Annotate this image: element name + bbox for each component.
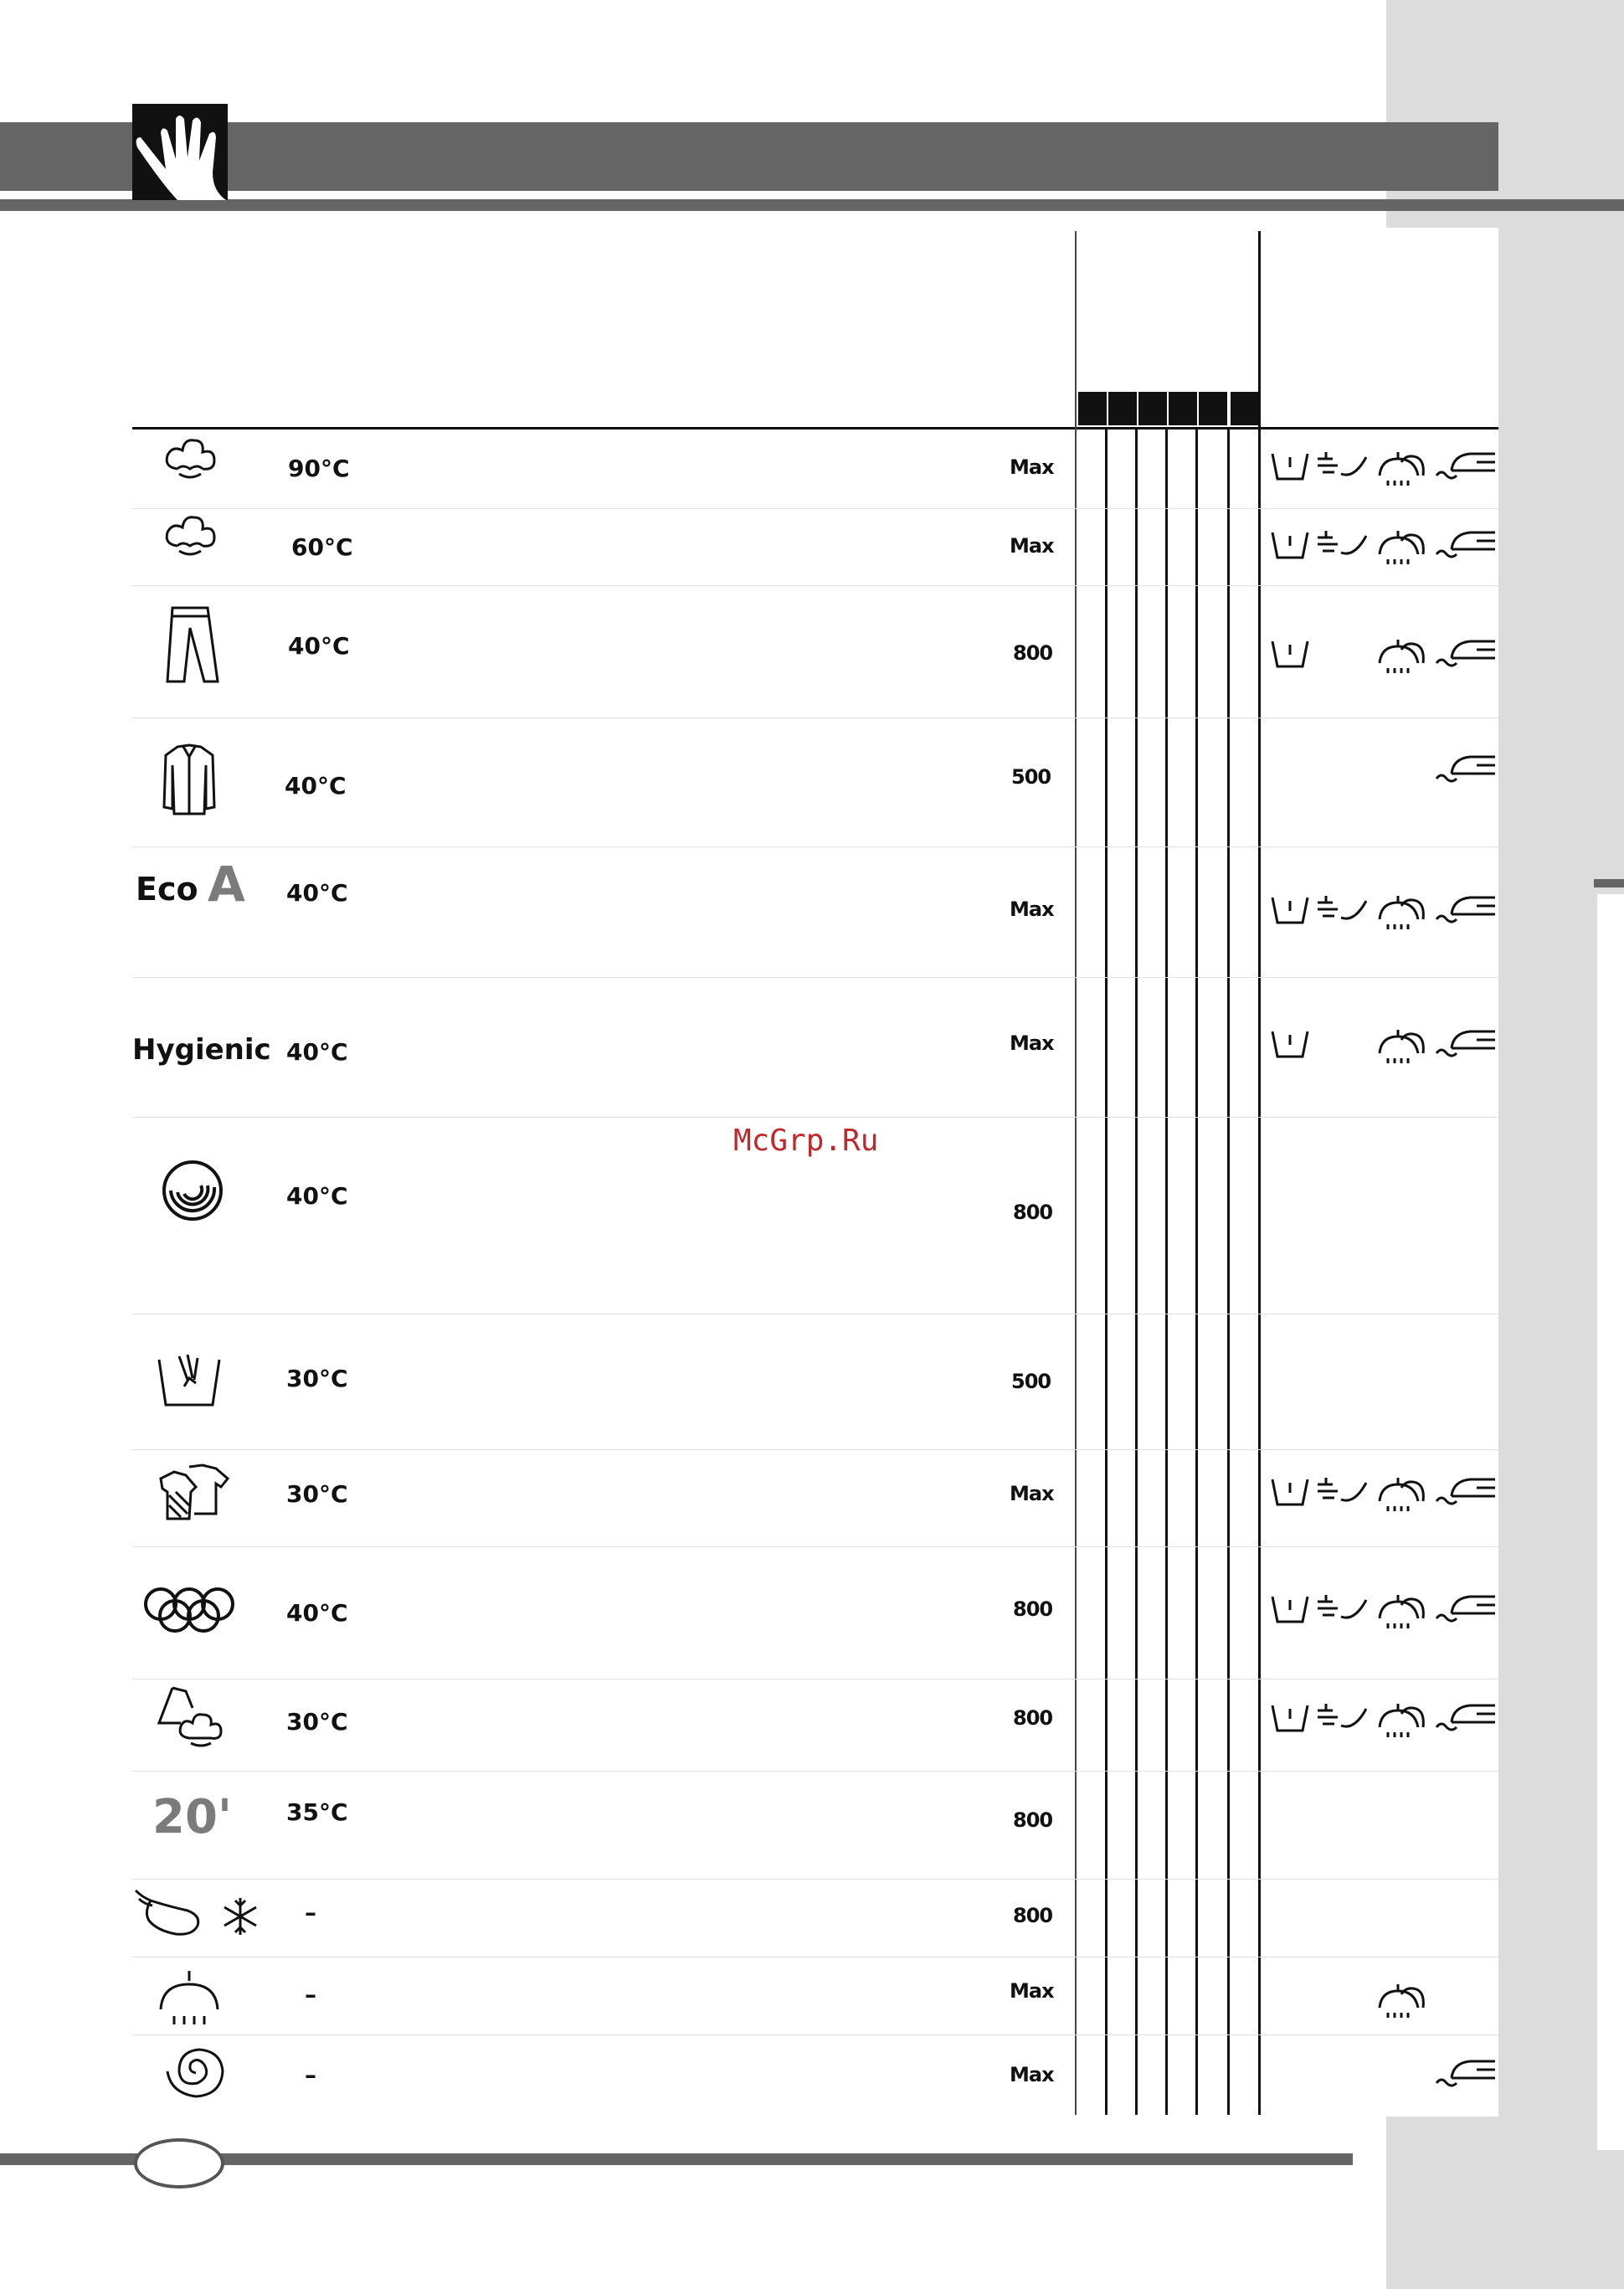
wash-icon bbox=[1269, 1702, 1311, 1741]
temperature-value: 30°C bbox=[286, 1480, 348, 1508]
column-divider bbox=[1105, 429, 1108, 2115]
header-column-block bbox=[1108, 392, 1137, 425]
spin-speed: 800 bbox=[1013, 641, 1053, 665]
table-header-rule bbox=[132, 427, 1498, 430]
header-rule bbox=[0, 199, 1624, 211]
wash-icon bbox=[1269, 638, 1311, 676]
row-separator bbox=[132, 1771, 1498, 1772]
header-column-block bbox=[1169, 392, 1197, 425]
spin-speed: 800 bbox=[1013, 1706, 1053, 1730]
mixed-clothes-icon bbox=[157, 1462, 233, 1520]
rinse-icon bbox=[1376, 529, 1426, 568]
row-separator bbox=[132, 977, 1498, 978]
wash-icon bbox=[1269, 450, 1311, 489]
side-tab-marker bbox=[1594, 879, 1624, 887]
row-separator bbox=[132, 2034, 1498, 2035]
temperature-value: 40°C bbox=[286, 1038, 348, 1066]
shirt-icon bbox=[157, 742, 221, 817]
column-divider bbox=[1165, 429, 1168, 2115]
spin-speed: Max bbox=[1010, 2063, 1054, 2086]
temperature-value: 60°C bbox=[291, 533, 353, 561]
hand-wash-icon bbox=[154, 1350, 224, 1410]
prewash-icon bbox=[1316, 450, 1370, 489]
wash-icon bbox=[1269, 894, 1311, 933]
row-separator bbox=[132, 1879, 1498, 1880]
iron-icon bbox=[1435, 754, 1498, 792]
temperature-value: 40°C bbox=[285, 772, 347, 800]
temperature-value: 40°C bbox=[286, 1182, 348, 1210]
column-divider bbox=[1195, 429, 1198, 2115]
spin-speed: Max bbox=[1010, 1031, 1054, 1055]
wash-icon bbox=[1269, 1593, 1311, 1632]
temperature-value: 40°C bbox=[286, 879, 348, 907]
iron-icon bbox=[1435, 894, 1498, 933]
rinse-icon bbox=[1376, 638, 1426, 676]
temperature-value: 30°C bbox=[286, 1365, 348, 1392]
spin-speed: 500 bbox=[1011, 765, 1051, 789]
row-separator bbox=[132, 1546, 1498, 1547]
iron-icon bbox=[1435, 2058, 1498, 2096]
rings-icon bbox=[142, 1586, 236, 1633]
iron-icon bbox=[1435, 1028, 1498, 1067]
wool-ball-icon bbox=[157, 1157, 228, 1224]
rinse-shower-icon bbox=[156, 1969, 223, 2028]
temperature-value: 40°C bbox=[286, 1599, 348, 1627]
page-number-oval bbox=[134, 2138, 224, 2189]
spin-speed: Max bbox=[1010, 534, 1054, 558]
column-divider bbox=[1258, 231, 1261, 2115]
prewash-icon bbox=[1316, 1593, 1370, 1632]
prewash-icon bbox=[1316, 529, 1370, 568]
iron-icon bbox=[1435, 529, 1498, 568]
temperature-value: 40°C bbox=[288, 632, 350, 660]
column-divider bbox=[1227, 429, 1230, 2115]
spin-spiral-icon bbox=[162, 2041, 229, 2101]
side-page-strip bbox=[1597, 894, 1624, 2150]
temperature-value: – bbox=[305, 1981, 316, 2009]
prewash-icon bbox=[1316, 894, 1370, 933]
rinse-icon bbox=[1376, 1702, 1426, 1741]
hygienic-label: Hygienic bbox=[132, 1033, 271, 1067]
spin-speed: 800 bbox=[1013, 1808, 1053, 1832]
temperature-value: 30°C bbox=[286, 1708, 348, 1736]
header-column-block bbox=[1138, 392, 1167, 425]
hand-icon bbox=[132, 104, 228, 200]
row-separator bbox=[132, 846, 1498, 847]
wash-icon bbox=[1269, 1476, 1311, 1515]
iron-icon bbox=[1435, 450, 1498, 489]
header-column-block bbox=[1078, 392, 1107, 425]
cotton-flower-icon bbox=[161, 435, 219, 486]
iron-icon bbox=[1435, 638, 1498, 676]
row-separator bbox=[132, 1449, 1498, 1450]
spin-speed: 500 bbox=[1011, 1370, 1051, 1393]
column-divider bbox=[1075, 231, 1077, 2115]
row-separator bbox=[132, 585, 1498, 586]
quick-20-label: 20' bbox=[152, 1790, 233, 1844]
iron-icon bbox=[1435, 1593, 1498, 1632]
cotton-synthetic-icon bbox=[156, 1683, 231, 1750]
prewash-icon bbox=[1316, 1702, 1370, 1741]
rinse-icon bbox=[1376, 1476, 1426, 1515]
prewash-icon bbox=[1316, 1476, 1370, 1515]
spin-speed: 800 bbox=[1013, 1201, 1053, 1224]
eco-letter-a: A bbox=[208, 856, 245, 913]
wash-icon bbox=[1269, 1028, 1311, 1067]
spin-speed: 800 bbox=[1013, 1597, 1053, 1621]
rinse-icon bbox=[1376, 1593, 1426, 1632]
iron-icon bbox=[1435, 1476, 1498, 1515]
header-column-block bbox=[1231, 392, 1259, 425]
rinse-icon bbox=[1376, 1983, 1426, 2021]
rinse-icon bbox=[1376, 1028, 1426, 1067]
iron-icon bbox=[1435, 1702, 1498, 1741]
spin-speed: Max bbox=[1010, 898, 1054, 921]
spin-speed: Max bbox=[1010, 1482, 1054, 1505]
spin-speed: 800 bbox=[1013, 1904, 1053, 1927]
snowflake-icon bbox=[219, 1895, 261, 1937]
spin-speed: Max bbox=[1010, 1979, 1054, 2003]
header-column-block bbox=[1199, 392, 1227, 425]
row-separator bbox=[132, 508, 1498, 509]
spin-speed: Max bbox=[1010, 455, 1054, 479]
temperature-value: – bbox=[305, 1899, 316, 1926]
temperature-value: – bbox=[305, 2061, 316, 2089]
eco-label: Eco bbox=[136, 871, 198, 908]
trousers-icon bbox=[159, 604, 226, 685]
watermark-text: McGrp.Ru bbox=[733, 1124, 879, 1158]
column-divider bbox=[1135, 429, 1138, 2115]
freshen-icon bbox=[132, 1887, 206, 1939]
row-separator bbox=[132, 1117, 1498, 1118]
temperature-value: 90°C bbox=[288, 455, 350, 482]
hand-logo bbox=[132, 104, 228, 200]
wash-icon bbox=[1269, 529, 1311, 568]
cotton-flower-icon bbox=[161, 512, 219, 563]
rinse-icon bbox=[1376, 894, 1426, 933]
rinse-icon bbox=[1376, 450, 1426, 489]
temperature-value: 35°C bbox=[286, 1798, 348, 1826]
